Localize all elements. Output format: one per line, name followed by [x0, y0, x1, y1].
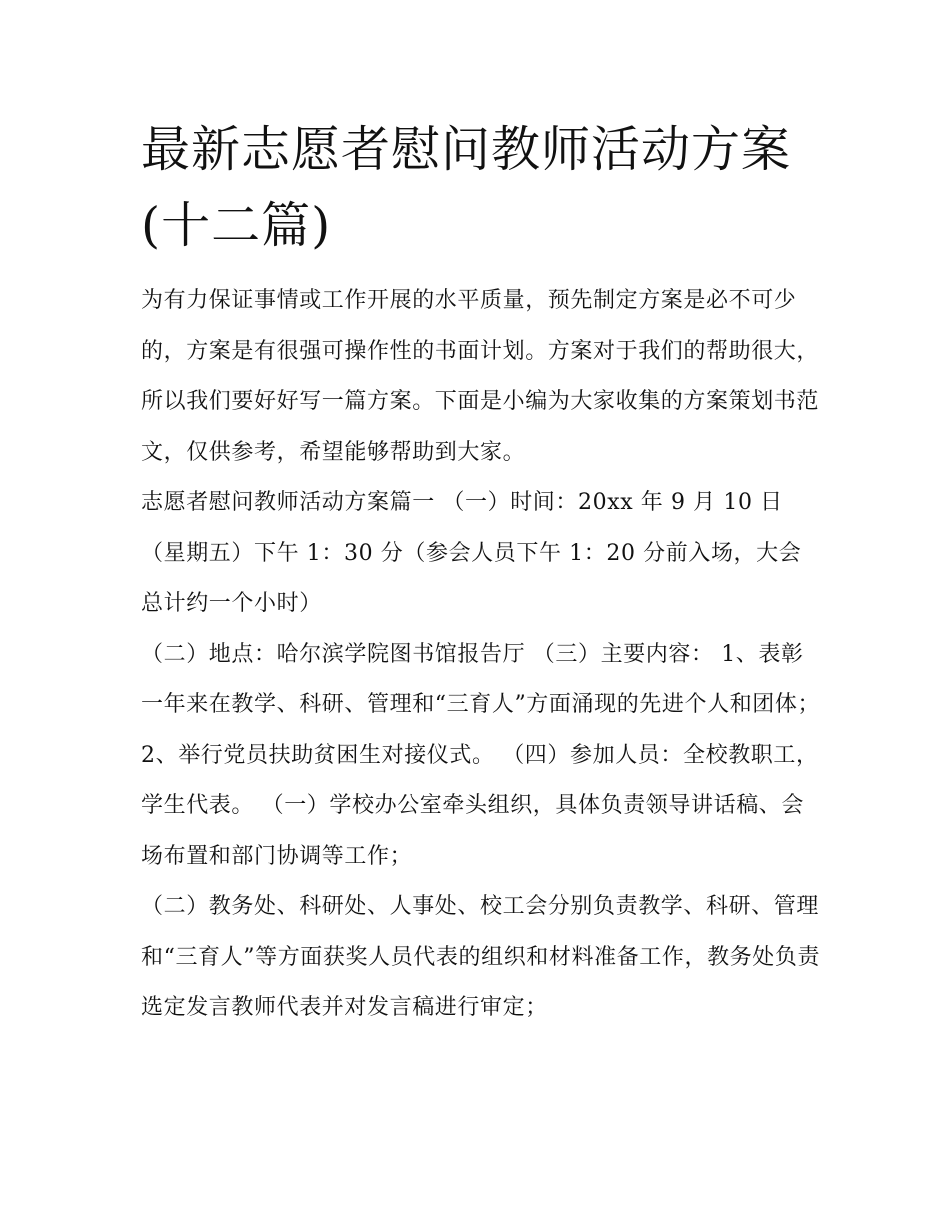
paragraph-responsibilities: （二）教务处、科研处、人事处、校工会分别负责教学、科研、管理和“三育人”等方面获奖人员代表的组织和材料准备工作，教务处负责选定发言教师代表并对发言稿进行审定；: [141, 894, 821, 1020]
title-line-2: (十二篇): [141, 197, 332, 254]
document-body: [141, 276, 821, 1034]
paragraph-location-content: （二）地点：哈尔滨学院图书馆报告厅 （三）主要内容： 1、表彰一年来在教学、科研、管理和“三育人”方面涌现的先进个人和团体；: [141, 641, 821, 717]
document-title: [141, 112, 841, 264]
paragraph-participants: 2、举行党员扶助贫困生对接仪式。 （四）参加人员：全校教职工，学生代表。 （一）学校办公室牵头组织，具体负责领导讲话稿、会场布置和部门协调等工作；: [141, 742, 819, 869]
paragraph-intro: 为有力保证事情或工作开展的水平质量，预先制定方案是必不可少的，方案是有很强可操作性的书面计划。方案对于我们的帮助很大，所以我们要好好写一篇方案。下面是小编为大家收集的方案策划书范文，仅供参考，希望能够帮助到大家。: [141, 288, 820, 465]
paragraph-time: 志愿者慰问教师活动方案篇一 （一）时间：20xx 年 9 月 10 日（星期五）下午 1：30 分（参会人员下午 1：20 分前入场，大会总计约一个小时）: [141, 490, 802, 616]
title-line-1: 最新志愿者慰问教师活动方案: [141, 121, 792, 178]
